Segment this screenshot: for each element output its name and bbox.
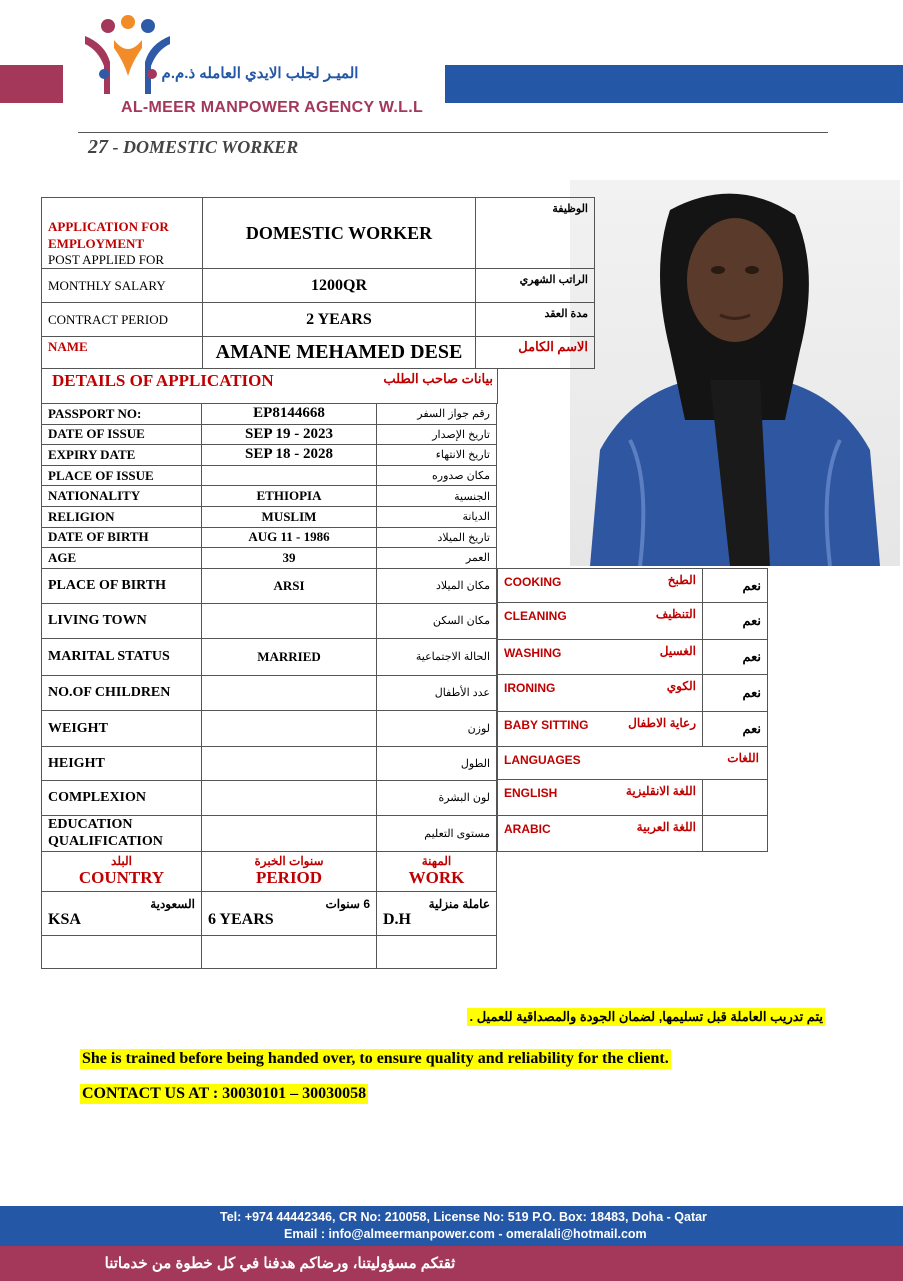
detail-label: COMPLEXION [42,780,202,815]
languages-title-arabic: اللغات [727,751,759,765]
detail-arabic: تاريخ الانتهاء [377,445,497,466]
country-arabic: السعودية [150,897,195,911]
language-arabic: اللغة العربية [636,820,696,834]
detail-arabic: الحالة الاجتماعية [377,638,497,675]
skills-table [497,568,768,852]
detail-row [42,638,497,675]
doc-title: - DOMESTIC WORKER [108,137,299,157]
contract-label: CONTRACT PERIOD [42,303,203,337]
language-row [498,816,768,852]
work-arabic: عاملة منزلية [428,897,490,911]
detail-arabic: مكان صدوره [377,465,497,486]
country-value: KSA [48,911,81,928]
detail-arabic: لون البشرة [377,780,497,815]
detail-value: MARRIED [202,638,377,675]
detail-value: AUG 11 - 1986 [202,527,377,548]
detail-label: MARITAL STATUS [42,638,202,675]
detail-arabic: تاريخ الإصدار [377,424,497,445]
salary-value: 1200QR [203,269,476,303]
detail-label: EXPIRY DATE [42,445,202,466]
detail-label: AGE [42,548,202,569]
skill-label: BABY SITTING [504,718,589,732]
detail-label: HEIGHT [42,746,202,780]
note-arabic: يتم تدريب العاملة قبل تسليمها, لضمان الجودة والمصداقية للعميل . [469,1009,823,1024]
detail-value: ETHIOPIA [202,486,377,507]
doc-number: 27 [88,136,108,158]
detail-label: NO.OF CHILDREN [42,675,202,710]
detail-row [42,424,497,445]
detail-label: NATIONALITY [42,486,202,507]
detail-value [202,780,377,815]
language-row [498,780,768,816]
detail-arabic: عدد الأطفال [377,675,497,710]
work-header: WORK [408,867,465,887]
detail-row [42,548,497,569]
footer-contact-band [0,1206,903,1246]
salary-label: MONTHLY SALARY [42,269,203,303]
detail-value: SEP 18 - 2028 [202,445,377,466]
work-header-arabic: المهنة [421,853,452,868]
detail-arabic: الطول [377,746,497,780]
detail-value: EP8144668 [202,404,377,425]
skill-arabic: الغسيل [659,644,696,658]
detail-arabic: لوزن [377,710,497,746]
skill-label: COOKING [504,575,562,589]
detail-row [42,568,497,603]
name-value: AMANE MEHAMED DESE [203,337,476,369]
skill-value: نعم [703,603,768,640]
detail-label: PASSPORT NO: [42,404,202,425]
detail-label: PLACE OF ISSUE [42,465,202,486]
applicant-photo [570,180,900,566]
post-arabic: الوظيفة [476,198,595,269]
contact-line: CONTACT US AT : 30030101 – 30030058 [82,1085,367,1102]
detail-arabic: تاريخ الميلاد [377,527,497,548]
period-header: PERIOD [255,867,323,887]
detail-value [202,746,377,780]
detail-row [42,780,497,815]
post-value: DOMESTIC WORKER [203,198,476,269]
application-label: APPLICATION FOR EMPLOYMENT [48,219,169,251]
skill-row [498,712,768,747]
detail-arabic: العمر [377,548,497,569]
detail-arabic: مكان السكن [377,603,497,638]
detail-arabic: مستوى التعليم [377,815,497,851]
skill-row [498,675,768,712]
skill-label: IRONING [504,681,556,695]
skill-row [498,603,768,640]
period-arabic: 6 سنوات [325,897,370,911]
header-divider [78,132,828,133]
skill-value: نعم [703,640,768,675]
detail-label: WEIGHT [42,710,202,746]
language-label: ARABIC [504,822,551,836]
skill-arabic: الطبخ [667,573,696,587]
languages-header-row [498,747,768,780]
language-label: ENGLISH [504,786,558,800]
company-name-english: AL-MEER MANPOWER AGENCY W.L.L [121,99,424,116]
detail-row [42,746,497,780]
detail-label: DATE OF ISSUE [42,424,202,445]
detail-arabic: الجنسية [377,486,497,507]
post-label: POST APPLIED FOR [48,252,165,267]
period-header-arabic: سنوات الخبرة [254,853,324,868]
detail-value [202,815,377,851]
details-table [41,403,497,852]
footer-slogan: ثقتكم مسؤوليتنا، ورضاكم هدفنا في كل خطوة من خدماتنا [104,1255,456,1272]
name-label: NAME [42,337,203,369]
details-title-arabic: بيانات صاحب الطلب [383,371,493,386]
detail-row [42,527,497,548]
detail-value: ARSI [202,568,377,603]
contract-value: 2 YEARS [203,303,476,337]
page-title [88,136,298,159]
detail-arabic: مكان الميلاد [377,568,497,603]
company-logo-icon [80,14,175,100]
languages-title: LANGUAGES [504,753,581,767]
company-name-arabic: الميـر لجلب الايدي العامله ذ.م.م [161,65,359,82]
detail-value [202,710,377,746]
detail-label: PLACE OF BIRTH [42,568,202,603]
country-header: COUNTRY [78,867,165,887]
detail-value: 39 [202,548,377,569]
period-value: 6 YEARS [208,911,274,928]
name-arabic: الاسم الكامل [476,337,595,369]
skill-label: WASHING [504,646,562,660]
detail-label: DATE OF BIRTH [42,527,202,548]
details-title: DETAILS OF APPLICATION [52,371,274,390]
detail-row [42,815,497,851]
detail-row [42,486,497,507]
skill-label: CLEANING [504,609,567,623]
header-right-bar [445,65,903,103]
footer-line-2: Email : info@almeermanpower.com - omeralali@hotmail.com [284,1227,647,1241]
note-english: She is trained before being handed over, to ensure quality and reliability for the client. [82,1050,669,1067]
footer-line-1: Tel: +974 44442346, CR No: 210058, License No: 519 P.O. Box: 18483, Doha - Qatar [220,1210,707,1224]
skill-value: نعم [703,569,768,603]
language-value [703,816,768,852]
top-info-table [41,197,595,369]
skill-arabic: الكوي [666,679,696,693]
footer-slogan-band [0,1246,903,1281]
skill-arabic: رعاية الاطفال [628,716,696,730]
detail-value: SEP 19 - 2023 [202,424,377,445]
language-value [703,780,768,816]
detail-value [202,465,377,486]
detail-row [42,506,497,527]
details-header [41,369,498,404]
detail-row [42,675,497,710]
detail-arabic: رقم جواز السفر [377,404,497,425]
contract-arabic: مدة العقد [476,303,595,337]
detail-label: LIVING TOWN [42,603,202,638]
detail-value: MUSLIM [202,506,377,527]
detail-value [202,675,377,710]
detail-label: EDUCATION QUALIFICATION [42,815,202,851]
detail-value [202,603,377,638]
experience-table [41,851,497,969]
detail-row [42,603,497,638]
country-header-arabic: البلد [111,853,132,868]
detail-row [42,710,497,746]
skill-value: نعم [703,675,768,712]
skill-value: نعم [703,712,768,747]
header-left-bar [0,65,63,103]
skill-row [498,640,768,675]
skill-arabic: التنظيف [655,607,696,621]
detail-arabic: الديانة [377,506,497,527]
language-arabic: اللغة الانقليزية [625,784,696,798]
work-value: D.H [383,911,411,928]
skill-row [498,569,768,603]
detail-row [42,445,497,466]
detail-row [42,404,497,425]
salary-arabic: الراتب الشهري [476,269,595,303]
detail-label: RELIGION [42,506,202,527]
detail-row [42,465,497,486]
